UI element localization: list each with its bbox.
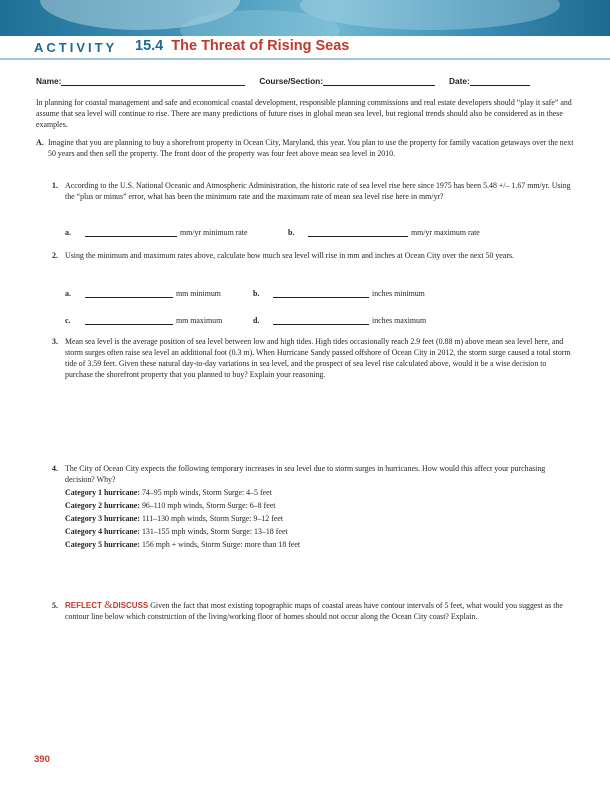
q2-a-letter: a.	[65, 289, 71, 298]
page-number: 390	[34, 754, 50, 765]
reflect-discuss-heading	[65, 601, 148, 610]
q2-c-unit: mm maximum	[176, 316, 223, 325]
q1-answer-a	[65, 228, 248, 237]
section-a-label: A.	[36, 138, 44, 147]
q1-b-blank[interactable]	[308, 228, 408, 237]
q1-a-blank[interactable]	[85, 228, 177, 237]
q2-a-blank[interactable]	[85, 289, 173, 298]
q4-answer-space[interactable]	[65, 565, 570, 595]
q2-b-letter: b.	[253, 289, 260, 298]
name-field[interactable]	[36, 76, 245, 86]
question-5-body	[65, 600, 572, 622]
question-2-text: Using the minimum and maximum rates above, calculate how much sea level will rise in mm and inches at Ocean City over the next 50 years.	[65, 251, 514, 260]
q2-d-letter: d.	[253, 316, 260, 325]
q1-answer-b	[288, 228, 480, 237]
hurricane-category	[65, 512, 572, 525]
page-title	[135, 38, 349, 54]
section-a-text: Imagine that you are planning to buy a shorefront property in Ocean City, Maryland, this year. You plan to use the property for family vacation getaways over the next 50 years and then sell the property. The front door of the property was four feet above mean sea level in 2010.	[48, 138, 574, 158]
hurricane-category	[65, 499, 572, 512]
q2-b-blank[interactable]	[273, 289, 369, 298]
question-4	[52, 463, 572, 551]
question-1-number: 1.	[52, 181, 58, 190]
hurricane-category-label: Category 2 hurricane:	[65, 501, 140, 510]
name-bar	[36, 76, 576, 86]
question-5-text: Given the fact that most existing topographic maps of coastal areas have contour intervals of 5 feet, what would you suggest as the contour line below which construction of the living/working floor of homes should not occur along the Ocean City coast? Explain.	[65, 601, 563, 621]
course-field[interactable]	[259, 76, 435, 86]
question-2-number: 2.	[52, 251, 58, 260]
header-rule	[0, 58, 610, 60]
hurricane-category	[65, 486, 572, 499]
q2-answer-b	[253, 289, 425, 298]
hurricane-category-detail: 131–155 mph winds, Storm Surge: 13–18 feet	[141, 527, 288, 536]
course-line[interactable]	[323, 76, 435, 86]
discuss-label: DISCUSS	[112, 601, 149, 610]
q1-a-letter: a.	[65, 228, 71, 237]
hurricane-category-label: Category 5 hurricane:	[65, 540, 140, 549]
question-2	[52, 250, 572, 261]
q3-answer-space[interactable]	[65, 395, 570, 457]
q2-answer-c	[65, 316, 222, 325]
activity-title: The Threat of Rising Seas	[171, 38, 350, 54]
hurricane-category-list	[65, 486, 572, 551]
hurricane-category-detail: 111–130 mph winds, Storm Surge: 9–12 feet	[141, 514, 284, 523]
q2-answer-d	[253, 316, 426, 325]
activity-number: 15.4	[135, 38, 164, 54]
question-5	[52, 600, 572, 622]
header-banner	[0, 0, 610, 36]
q1-a-unit: mm/yr minimum rate	[180, 228, 248, 237]
hurricane-category-label: Category 1 hurricane:	[65, 488, 140, 497]
name-label: Name:	[36, 76, 62, 86]
q1-b-letter: b.	[288, 228, 295, 237]
q2-c-letter: c.	[65, 316, 71, 325]
hurricane-category	[65, 538, 572, 551]
question-1-text: According to the U.S. National Oceanic and Atmospheric Administration, the historic rate of sea level rise here since 1975 has been 5.48 +/– 1.67 mm/yr. Using the “plus or minus” error, what has been the minimum rate and the maximum rate of mean sea level rise here in mm/yr?	[65, 181, 571, 201]
q2-d-unit: inches maximum	[372, 316, 427, 325]
question-3-text: Mean sea level is the average position of sea level between low and high tides. High tides occasionally reach 2.9 feet (0.88 m) above mean sea level here, and storm surges often raise sea level an additional foot (0.3 m). When Hurricane Sandy passed offshore of Ocean City in 2012, the storm surge caused a total storm tide of 3.59 feet. Given these natural day-to-day variations in sea level, and the prospect of sea level rise calculated above, would it be a wise decision to purchase the shorefront property that you planned to buy? Explain your reasoning.	[65, 337, 571, 379]
banner-wave	[300, 0, 560, 30]
question-3-number: 3.	[52, 337, 58, 346]
date-label: Date:	[449, 76, 470, 86]
hurricane-category-detail: 156 mph + winds, Storm Surge: more than 18 feet	[141, 540, 301, 549]
hurricane-category-label: Category 4 hurricane:	[65, 527, 140, 536]
ampersand: &	[104, 599, 113, 611]
q2-b-unit: inches minimum	[372, 289, 425, 298]
hurricane-category-label: Category 3 hurricane:	[65, 514, 140, 523]
question-4-body	[65, 463, 572, 551]
date-line[interactable]	[470, 76, 530, 86]
q2-answer-a	[65, 289, 221, 298]
hurricane-category-detail: 74–95 mph winds, Storm Surge: 4–5 feet	[141, 488, 272, 497]
intro-paragraph: In planning for coastal management and safe and economical coastal development, responsible planning commissions and real estate developers should “play it safe” and assume that sea level will continue to rise. There are many predictions of future rises in global mean sea level, but regional trends should also be considered as in these examples.	[36, 98, 572, 129]
date-field[interactable]	[449, 76, 530, 86]
section-a	[36, 137, 576, 159]
q2-a-unit: mm minimum	[176, 289, 221, 298]
reflect-label: REFLECT	[65, 601, 102, 610]
q5-answer-space[interactable]	[65, 645, 570, 740]
activity-bar	[28, 36, 125, 58]
question-5-number: 5.	[52, 601, 58, 610]
hurricane-category-detail: 96–110 mph winds, Storm Surge: 6–8 feet	[141, 501, 276, 510]
question-1	[52, 180, 572, 202]
q1-b-unit: mm/yr maximum rate	[411, 228, 480, 237]
q2-c-blank[interactable]	[85, 316, 173, 325]
hurricane-category	[65, 525, 572, 538]
name-line[interactable]	[61, 76, 245, 86]
question-4-number: 4.	[52, 464, 58, 473]
question-4-text: The City of Ocean City expects the following temporary increases in sea level due to storm surges in hurricanes. How would this affect your purchasing decision? Why?	[65, 464, 546, 484]
q2-d-blank[interactable]	[273, 316, 369, 325]
activity-label: ACTIVITY	[28, 40, 125, 55]
question-3	[52, 336, 572, 380]
course-label: Course/Section:	[259, 76, 323, 86]
